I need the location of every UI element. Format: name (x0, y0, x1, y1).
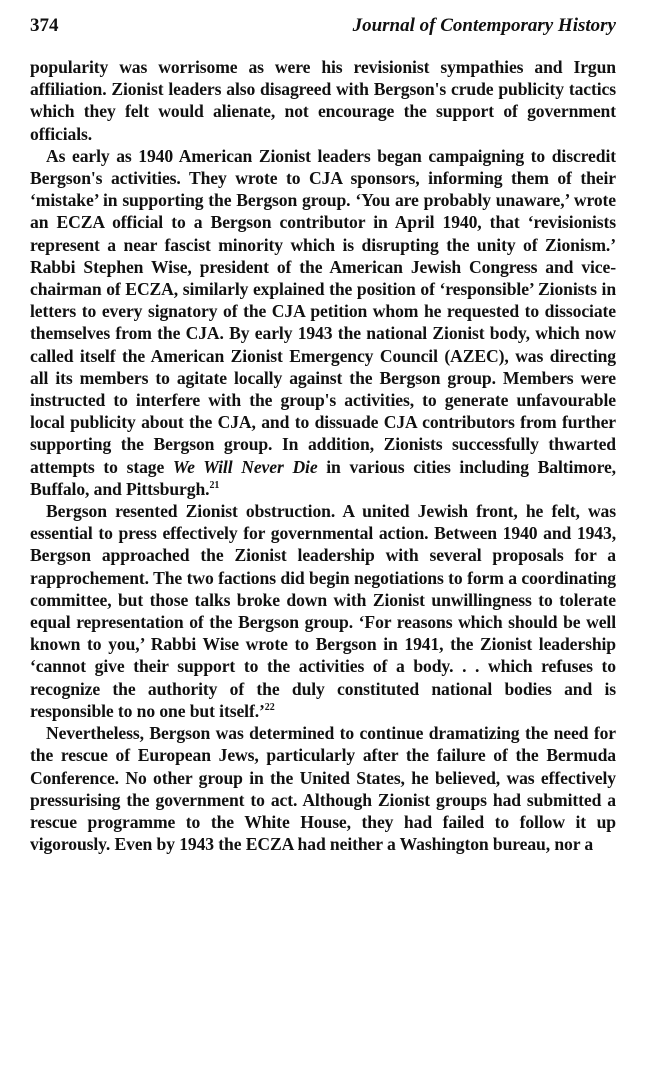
paragraph-3-text: Bergson resented Zionist obstruction. A united Jewish front, he felt, was essential to press effectively for governmental action. Between 1940 and 1943, Bergson approached the Zionist leadership with several proposals for a rapprochement. The two factions did begin negotiations to form a coordinating committee, but those talks broke down with Zionist unwillingness to tolerate equal representation of the Bergson group. ‘For reasons which should be well known to you,’ Rabbi Wise wrote to Bergson in 1941, the Zionist leadership ‘cannot give their support to the activities of a body. . . which refuses to recognize the authority of the duly constituted national bodies and is responsible to no one but itself.’ (30, 501, 616, 721)
paragraph-4 (30, 722, 616, 855)
paragraph-4-text: Nevertheless, Bergson was determined to continue dramatizing the need for the rescue of European Jews, particularly after the failure of the Bermuda Conference. No other group in the United States, he believed, was effectively pressurising the government to act. Although Zionist groups had submitted a rescue programme to the White House, they had failed to follow it up vigorously. Even by 1943 the ECZA had neither a Washington bureau, nor a (30, 723, 616, 855)
page-number: 374 (30, 15, 59, 36)
paragraph-2-text: As early as 1940 American Zionist leaders began campaigning to discredit Bergson's activities. They wrote to CJA sponsors, informing them of their ‘mistake’ in supporting the Bergson group. ‘You are probably unaware,’ wrote an ECZA official to a Bergson contributor in April 1940, that ‘revisionists represent a near fascist minority which is disrupting the unity of Zionism.’ Rabbi Stephen Wise, president of the American Jewish Congress and vice-chairman of ECZA, similarly explained the position of ‘responsible’ Zionists in letters to every signatory of the CJA petition whom he requested to dissociate themselves from the CJA. By early 1943 the national Zionist body, which now called itself the American Zionist Emergency Council (AZEC), was directing all its members to agitate locally against the Bergson group. Members were instructed to interfere with the group's activities, to generate unfavourable local publicity about the CJA, and to dissuade CJA contributors from further supporting the Bergson group. In addition, Zionists successfully thwarted attempts to stage (30, 145, 616, 477)
paragraph-1-text: popularity was worrisome as were his revisionist sympathies and Irgun affiliation. Zionist leaders also disagreed with Bergson's crude publicity tactics which they felt would alienate, not encourage the support of government officials. (30, 57, 616, 144)
paragraph-1 (30, 56, 616, 145)
footnote-ref-22: 22 (264, 702, 275, 714)
play-title: We Will Never Die (172, 456, 318, 477)
running-header (30, 14, 616, 38)
footnote-ref-21: 21 (209, 480, 220, 491)
paragraph-3 (30, 500, 616, 722)
paragraph-2 (30, 145, 616, 500)
paragraph-2-text-end: in various cities including Baltimore, Buffalo, and Pittsburgh. (30, 456, 616, 499)
journal-title: Journal of Contemporary History (352, 15, 616, 36)
article-body (30, 56, 616, 855)
journal-page (30, 14, 616, 855)
